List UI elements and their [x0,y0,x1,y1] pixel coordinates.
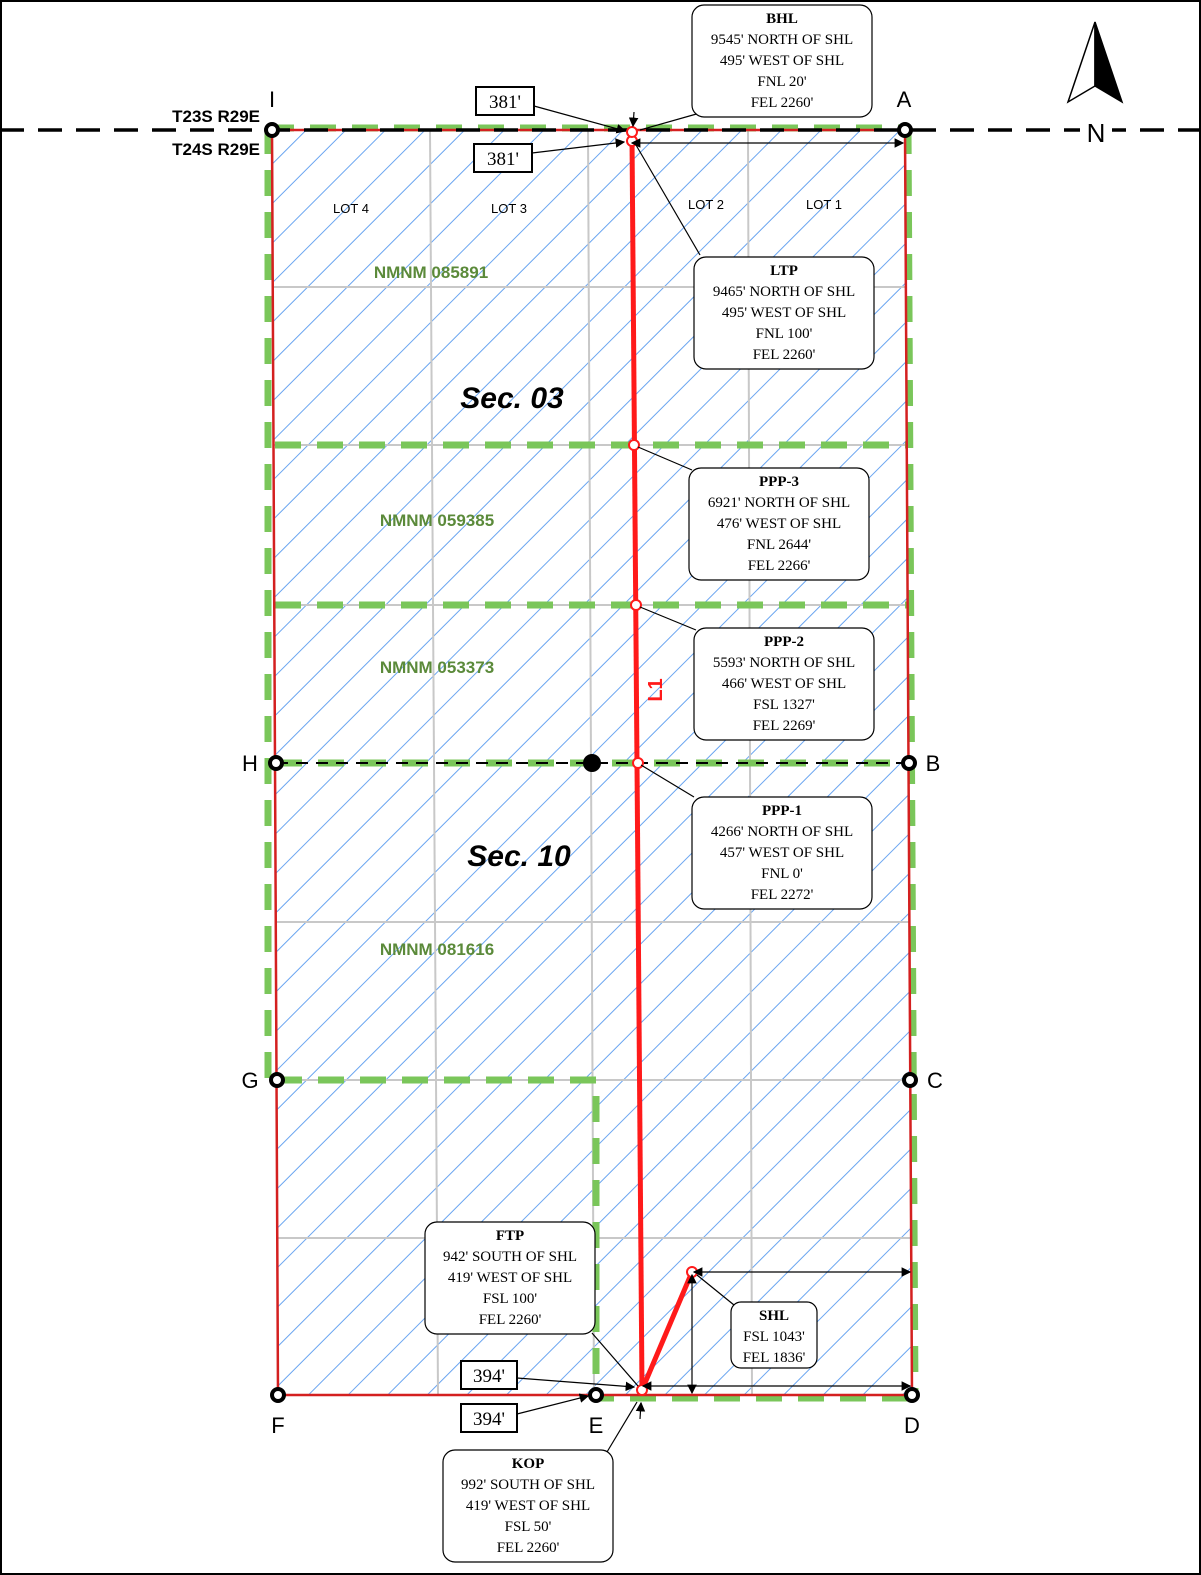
callout-ppp1-title: PPP-1 [762,803,802,819]
lease-label-085891: NMNM 085891 [373,263,489,282]
callout-ppp1-line: FEL 2272' [750,887,814,903]
callout-ppp3-line: FEL 2266' [747,558,811,574]
corner-label-g: G [241,1068,259,1093]
callout-ltp-line: 495' WEST OF SHL [721,305,847,321]
callout-kop [443,1450,613,1562]
callout-ltp-line: 9465' NORTH OF SHL [712,284,856,300]
callout-ppp1-line: FNL 0' [761,866,803,882]
callout-ppp2-title: PPP-2 [764,634,804,650]
callout-ppp3-title: PPP-3 [759,474,799,490]
dimension-box-top-1 [476,87,625,131]
corner-label-i: I [268,87,276,112]
dimension-box-bottom-2 [461,1396,588,1432]
corner-label-b: B [925,751,941,776]
callout-ppp2 [694,628,874,740]
callout-bhl-line: 9545' NORTH OF SHL [710,32,854,48]
callout-ppp1-line: 457' WEST OF SHL [719,845,845,861]
callout-kop-line: FEL 2260' [496,1540,560,1556]
callout-ppp2-line: FSL 1327' [753,697,815,713]
callout-ftp [425,1222,595,1334]
callout-ftp-line: FSL 100' [482,1291,538,1307]
section-label-10: Sec. 10 [467,840,571,873]
callout-ppp3 [689,468,869,580]
lease-label-081616: NMNM 081616 [379,940,495,959]
township-label-north: T23S R29E [172,107,260,126]
callout-ppp2-line: FEL 2269' [752,718,816,734]
callout-shl [731,1302,817,1368]
dimension-label-bottom-1: 394' [473,1366,505,1387]
callout-ppp2-line: 466' WEST OF SHL [721,676,847,692]
callout-ltp-line: FEL 2260' [752,347,816,363]
lot-label-1: LOT 1 [806,197,842,212]
callout-ltp [694,257,874,369]
callout-bhl-title: BHL [766,11,798,27]
quarter-corner-monument [583,754,601,772]
corner-label-a: A [896,87,912,112]
section-label-03: Sec. 03 [460,382,564,415]
lease-label-053373: NMNM 053373 [379,658,495,677]
township-label-south: T24S R29E [172,140,260,159]
corner-label-e: E [588,1413,604,1438]
callout-shl-line: FEL 1836' [742,1350,806,1366]
dimension-label-top-1: 381' [489,92,521,113]
callout-ltp-title: LTP [770,263,798,279]
callout-ppp3-line: FNL 2644' [746,537,812,553]
callout-bhl-line: FNL 20' [757,74,807,90]
lease-label-059385: NMNM 059385 [379,511,495,530]
ppp2-marker [631,600,641,610]
callout-ftp-title: FTP [495,1228,525,1244]
bhl-marker [627,127,637,137]
lot-label-3: LOT 3 [491,201,527,216]
lateral-label: L1 [645,678,667,702]
callout-ftp-line: FEL 2260' [478,1312,542,1328]
corner-label-h: H [242,751,258,776]
callout-ltp-line: FNL 100' [755,326,813,342]
lot-label-2: LOT 2 [688,197,724,212]
corner-label-d: D [904,1413,920,1438]
callout-kop-line: 992' SOUTH OF SHL [461,1477,595,1493]
ppp1-marker [633,758,643,768]
callout-ppp2-line: 5593' NORTH OF SHL [712,655,856,671]
callout-ftp-line: 942' SOUTH OF SHL [443,1249,577,1265]
callout-shl-line: FSL 1043' [743,1329,805,1345]
callout-bhl-line: FEL 2260' [750,95,814,111]
callout-kop-line: 419' WEST OF SHL [465,1498,591,1514]
corner-label-f: F [271,1413,285,1438]
callout-shl-title: SHL [758,1308,790,1324]
callout-kop-title: KOP [511,1456,545,1472]
callout-bhl-line: 495' WEST OF SHL [719,53,845,69]
callout-bhl [692,5,872,117]
corner-label-c: C [927,1068,943,1093]
callout-kop-line: FSL 50' [504,1519,552,1535]
lot-label-4: LOT 4 [333,201,369,216]
callout-ppp1 [692,797,872,909]
callout-ppp3-line: 6921' NORTH OF SHL [707,495,851,511]
dimension-label-top-2: 381' [487,149,519,170]
dimension-label-bottom-2: 394' [473,1409,505,1430]
ppp3-marker [629,440,639,450]
callout-ppp1-line: 4266' NORTH OF SHL [710,824,854,840]
callout-ftp-line: 419' WEST OF SHL [447,1270,573,1286]
callout-ppp3-line: 476' WEST OF SHL [716,516,842,532]
north-arrow-label: N [1086,118,1106,148]
